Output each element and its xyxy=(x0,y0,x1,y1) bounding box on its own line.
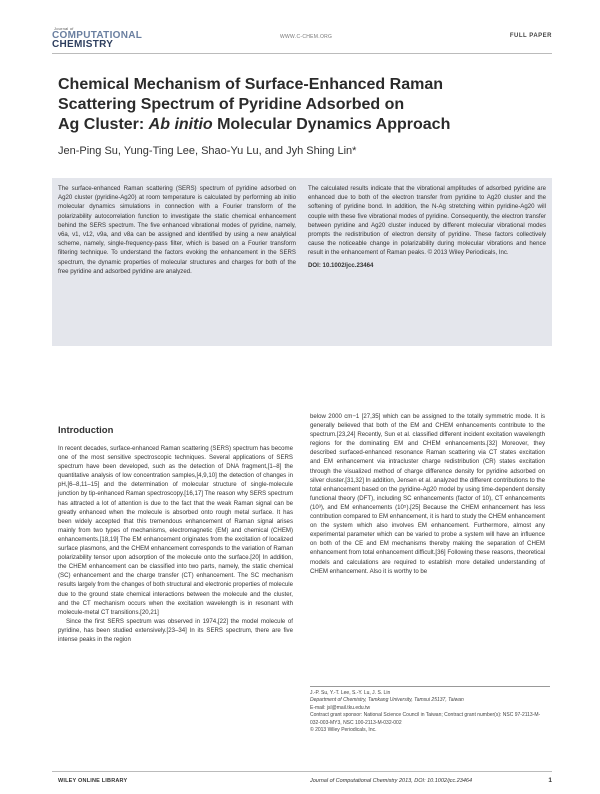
title-line2: Scattering Spectrum of Pyridine Adsorbed on xyxy=(58,96,405,113)
affil-email[interactable]: E-mail: jsl@mail.tku.edu.tw xyxy=(310,704,371,711)
wiley-library-label: WILEY ONLINE LIBRARY xyxy=(58,778,128,784)
logo-line1: COMPUTATIONAL xyxy=(52,30,143,41)
abstract-right-column xyxy=(308,184,546,270)
doi-link[interactable]: DOI: 10.1002/jcc.23464 xyxy=(308,261,374,269)
intro-paragraph-right: below 2000 cm−1 [27,35] which can be assigned to the totally symmetric mode. It is generally believed that both of the EM and CHEM enhancements contribute to the spectrum.[23,24] Recently, Sun et al. classified different incident excitation wavelength regions for the dominating EM and CHEM enhancements.[32] Moreover, they described surfaced-enhanced resonance Raman scattering via CT states excitation and EM enhancement via intracluster charge redistribution (CR) states excitation through the visualized method of charge difference density for pyridine adsorbed on silver cluster.[31,32] In addition, Jensen et al. analyzed the different contributions to the total enhancement based on the pyridine-Ag20 model by using time-dependent density functional theory (DFT), including SC enhancements (factor of 10), CT enhancements (10³), and EM enhancements (10⁵).[25] Because the CHEM enhancement has less contribution compared to EM enhancement, it is hard to study the CHEM enhancement on the system which also involves EM enhancement. Furthermore, almost any experimental parameter which can be varied to probe a system will have an influence on both of the CE and EM mechanisms thereby making the separation of CHEM enhancement from total enhancement difficult.[36] Following these reasons, theoretical models and calculations are required to establish more detailed understanding of CHEM enhancement. Also it is worthy to be xyxy=(310,413,545,575)
title-line3c: Molecular Dynamics Approach xyxy=(212,116,451,133)
abstract-box xyxy=(52,178,552,346)
paper-title xyxy=(58,75,538,135)
logo-line2: CHEMISTRY xyxy=(52,39,114,50)
title-line1: Chemical Mechanism of Surface-Enhanced Raman xyxy=(58,76,443,93)
intro-paragraph-2: Since the first SERS spectrum was observed in 1974,[22] the model molecule of pyridine, has been studied extensively.[23–34] In its SERS spectrum, there are five intense peaks in the region xyxy=(58,617,293,643)
abstract-left: The surface-enhanced Raman scattering (SERS) spectrum of pyridine adsorbed on Ag20 cluster (pyridine-Ag20) at room temperature is calculated by performing ab initio molecular dynamics simulations in connection with a Fourier transform of the polarizability autocorrelation function to investigate the static chemical enhancement behind the SERS spectrum. The five enhanced vibrational modes of pyridine, namely, ν6a, ν1, ν12, ν9a, and ν8a can be assigned and identified by using a new analytical scheme, namely, single-frequency-pass filter, which is based on a Fourier transform filtering technique. To understand the factors evoking the enhancement in the SERS spectrum, the dynamic properties of molecular structures and charges for both of the free pyridine and adsorbed pyridine are analyzed. xyxy=(58,185,296,275)
logo-small-text: Journal of xyxy=(54,26,74,31)
footer-divider xyxy=(52,771,552,772)
journal-header xyxy=(52,24,552,50)
affil-authors: J.-P. Su, Y.-T. Lee, S.-Y. Lu, J. S. Lin xyxy=(310,690,391,696)
journal-logo[interactable] xyxy=(52,24,162,50)
page-number: 1 xyxy=(548,777,552,784)
title-line3b: Ab initio xyxy=(148,116,213,133)
publisher-logo[interactable] xyxy=(58,778,127,784)
intro-left-column xyxy=(58,444,293,644)
affil-sponsor: Contract grant sponsor: National Science Council in Taiwan; Contract grant number(s): NSC 97-2113-M-032-003-MY3, NSC 100-2113-M-032-002 xyxy=(310,712,541,726)
affiliation-footnote xyxy=(310,686,550,734)
header-divider xyxy=(52,53,552,54)
journal-url-link[interactable]: WWW.C-CHEM.ORG xyxy=(280,34,333,40)
abstract-right: The calculated results indicate that the vibrational amplitudes of adsorbed pyridine are enhanced due to both of the electron transfer from pyridine to Ag20 cluster and the softening of pyridine bond. In addition, the N-Ag stretching within pyridine-Ag20 will couple with these five vibrational modes of pyridine. Consequently, the electron transfer between pyridine and Ag20 cluster induced by different molecular vibrational modes prompts the redistribution of electron density of pyridine. These factors collectively cause the noticeable change in polarizability during molecular vibrations and hence result in the enhancement of Raman peaks. © 2013 Wiley Periodicals, Inc. xyxy=(308,185,546,257)
intro-paragraph-1: In recent decades, surface-enhanced Raman scattering (SERS) spectrum has become one of the most sensitive spectroscopic techniques. Several applications of SERS spectrum have been developed, such as the detection of DNA fragment,[1–8] the quantitative analysis of low concentration samples,[4,9,10] the detection of changes in pH,[6–8,11–15] and the determination of molecular structure of single-molecule junction by tip-enhanced Raman spectroscopy.[16,17] The reason why SERS spectrum has attracted a lot of attention is due to the fact that the weak Raman signal can be greatly enhanced when the molecule is absorbed onto rough metal surface. It has been widely accepted that this tremendous enhancement of Raman signal arises mainly from two types of mechanisms, electromagnetic (EM) and chemical (CHEM) enhancements.[18,19] The EM enhancement originates from the excitation of localized surface plasmons, and the CHEM enhancement corresponds to the variation of Raman polarizability tensor upon adsorption of the molecule onto the surface.[20] In addition, the CHEM enhancement can be classified into two parts, namely, the static chemical (SC) enhancement and the charge transfer (CT) enhancement. The SC mechanism results largely from the changes of both structural and electronic properties of molecule due to the ground state chemical interactions between the molecule and the cluster, and the CT mechanism occurs when the excitation wavelength is in resonant with molecule-metal CT transitions.[20,21] xyxy=(58,445,293,616)
section-heading-introduction: Introduction xyxy=(58,425,114,436)
author-list: Jen-Ping Su, Yung-Ting Lee, Shao-Yu Lu, and Jyh Shing Lin* xyxy=(58,145,357,157)
title-line3a: Ag Cluster: xyxy=(58,116,149,133)
journal-citation: Journal of Computational Chemistry 2013, DOI: 10.1002/jcc.23464 xyxy=(310,778,473,784)
affil-copyright: © 2013 Wiley Periodicals, Inc. xyxy=(310,727,377,734)
affil-department: Department of Chemistry, Tamkang University, Tamsui 25137, Taiwan xyxy=(310,697,464,704)
intro-right-column xyxy=(310,412,545,576)
section-label: FULL PAPER xyxy=(509,33,552,39)
